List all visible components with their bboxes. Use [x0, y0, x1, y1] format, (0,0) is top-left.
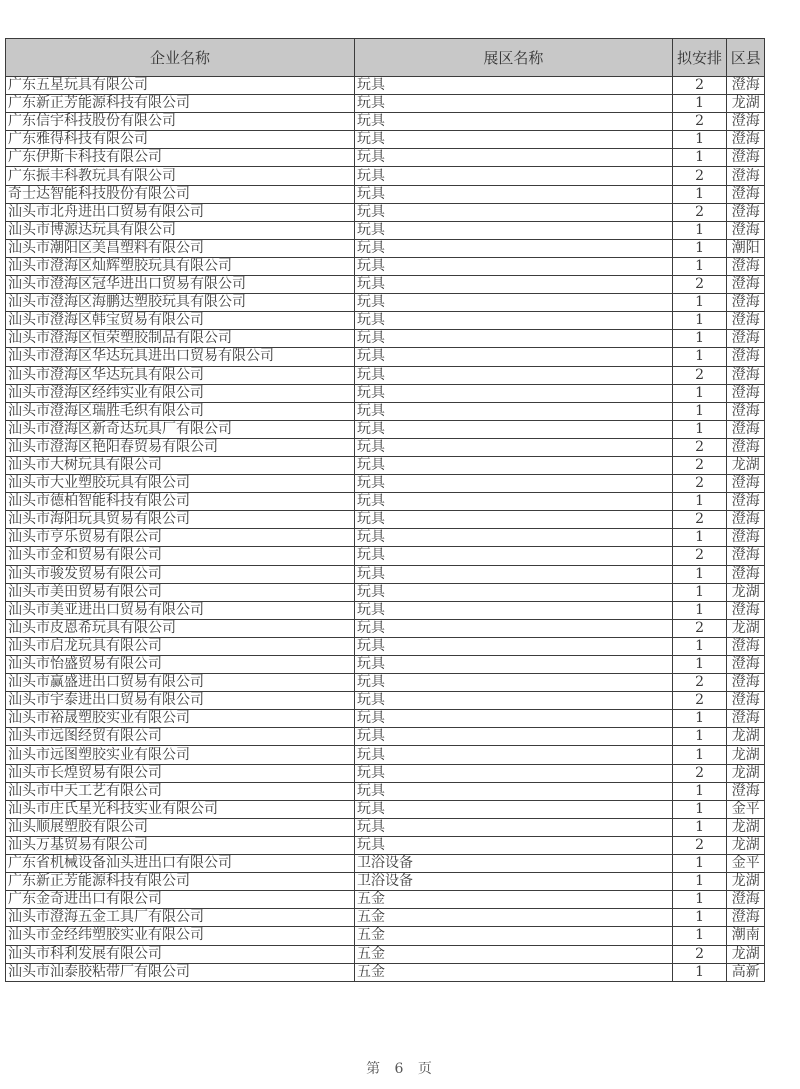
- cell-zone: 玩具: [355, 185, 673, 203]
- cell-company: 汕头市金和贸易有限公司: [6, 547, 355, 565]
- cell-district: 澄海: [727, 348, 765, 366]
- table-row: [6, 782, 765, 800]
- cell-district: 龙湖: [727, 746, 765, 764]
- table-row: [6, 583, 765, 601]
- header-planned: 拟安排: [672, 39, 727, 77]
- table-row: [6, 637, 765, 655]
- cell-company: 汕头市长煌贸易有限公司: [6, 764, 355, 782]
- cell-zone: 玩具: [355, 113, 673, 131]
- cell-zone: 玩具: [355, 746, 673, 764]
- cell-company: 汕头市澄海区经纬实业有限公司: [6, 384, 355, 402]
- cell-company: 汕头市宇泰进出口贸易有限公司: [6, 692, 355, 710]
- table-header-row: [6, 39, 765, 77]
- cell-zone: 玩具: [355, 800, 673, 818]
- table-row: [6, 149, 765, 167]
- cell-company: 汕头市澄海区华达玩具有限公司: [6, 366, 355, 384]
- cell-district: 澄海: [727, 294, 765, 312]
- table-row: [6, 276, 765, 294]
- table-row: [6, 891, 765, 909]
- cell-company: 广东雅得科技有限公司: [6, 131, 355, 149]
- cell-district: 龙湖: [727, 873, 765, 891]
- cell-zone: 玩具: [355, 257, 673, 275]
- cell-district: 澄海: [727, 565, 765, 583]
- cell-planned: 1: [672, 909, 727, 927]
- cell-zone: 玩具: [355, 565, 673, 583]
- cell-company: 汕头市美田贸易有限公司: [6, 583, 355, 601]
- table-row: [6, 95, 765, 113]
- cell-company: 汕头市亨乐贸易有限公司: [6, 529, 355, 547]
- cell-planned: 1: [672, 402, 727, 420]
- table-body: [6, 77, 765, 982]
- cell-planned: 2: [672, 764, 727, 782]
- cell-company: 汕头市汕泰胶粘带厂有限公司: [6, 963, 355, 981]
- table-row: [6, 619, 765, 637]
- table-row: [6, 818, 765, 836]
- cell-zone: 五金: [355, 945, 673, 963]
- page-number: 6: [394, 1061, 406, 1077]
- cell-zone: 玩具: [355, 239, 673, 257]
- cell-planned: 1: [672, 348, 727, 366]
- cell-district: 龙湖: [727, 728, 765, 746]
- cell-zone: 玩具: [355, 348, 673, 366]
- cell-planned: 2: [672, 511, 727, 529]
- cell-zone: 卫浴设备: [355, 855, 673, 873]
- cell-district: 澄海: [727, 366, 765, 384]
- cell-company: 广东信宇科技股份有限公司: [6, 113, 355, 131]
- cell-district: 澄海: [727, 475, 765, 493]
- table-row: [6, 330, 765, 348]
- cell-zone: 五金: [355, 963, 673, 981]
- cell-planned: 1: [672, 330, 727, 348]
- cell-company: 广东新正芳能源科技有限公司: [6, 873, 355, 891]
- page-label-suffix: 页: [417, 1061, 434, 1077]
- table-row: [6, 855, 765, 873]
- cell-planned: 1: [672, 637, 727, 655]
- cell-planned: 2: [672, 674, 727, 692]
- cell-zone: 玩具: [355, 203, 673, 221]
- cell-district: 澄海: [727, 113, 765, 131]
- cell-district: 澄海: [727, 909, 765, 927]
- cell-zone: 玩具: [355, 420, 673, 438]
- table-row: [6, 945, 765, 963]
- cell-company: 汕头市皮恩希玩具有限公司: [6, 619, 355, 637]
- cell-company: 汕头市澄海区冠华进出口贸易有限公司: [6, 276, 355, 294]
- cell-planned: 1: [672, 601, 727, 619]
- cell-company: 汕头市澄海五金工具厂有限公司: [6, 909, 355, 927]
- cell-district: 澄海: [727, 547, 765, 565]
- table-row: [6, 764, 765, 782]
- cell-district: 澄海: [727, 601, 765, 619]
- cell-district: 澄海: [727, 438, 765, 456]
- cell-planned: 1: [672, 420, 727, 438]
- header-company: 企业名称: [6, 39, 355, 77]
- cell-planned: 1: [672, 782, 727, 800]
- cell-zone: 玩具: [355, 294, 673, 312]
- table-row: [6, 674, 765, 692]
- cell-planned: 1: [672, 149, 727, 167]
- header-district: 区县: [727, 39, 765, 77]
- table-row: [6, 511, 765, 529]
- table-row: [6, 529, 765, 547]
- table-row: [6, 565, 765, 583]
- cell-district: 澄海: [727, 674, 765, 692]
- cell-zone: 玩具: [355, 692, 673, 710]
- cell-company: 汕头市大业塑胶玩具有限公司: [6, 475, 355, 493]
- table-row: [6, 493, 765, 511]
- cell-planned: 1: [672, 95, 727, 113]
- cell-company: 汕头市远图经贸有限公司: [6, 728, 355, 746]
- cell-district: 澄海: [727, 330, 765, 348]
- cell-company: 汕头市澄海区恒荣塑胶制品有限公司: [6, 330, 355, 348]
- table-row: [6, 836, 765, 854]
- cell-planned: 2: [672, 203, 727, 221]
- cell-planned: 2: [672, 475, 727, 493]
- cell-planned: 1: [672, 963, 727, 981]
- cell-zone: 玩具: [355, 456, 673, 474]
- table-row: [6, 312, 765, 330]
- table-row: [6, 873, 765, 891]
- cell-zone: 玩具: [355, 818, 673, 836]
- table-row: [6, 348, 765, 366]
- table-row: [6, 728, 765, 746]
- cell-company: 广东省机械设备汕头进出口有限公司: [6, 855, 355, 873]
- cell-zone: 玩具: [355, 511, 673, 529]
- cell-zone: 玩具: [355, 77, 673, 95]
- cell-company: 汕头市科利发展有限公司: [6, 945, 355, 963]
- header-zone: 展区名称: [355, 39, 673, 77]
- cell-zone: 玩具: [355, 619, 673, 637]
- cell-company: 汕头市北舟进出口贸易有限公司: [6, 203, 355, 221]
- table-row: [6, 800, 765, 818]
- cell-district: 澄海: [727, 185, 765, 203]
- cell-district: 澄海: [727, 312, 765, 330]
- cell-planned: 1: [672, 927, 727, 945]
- cell-planned: 1: [672, 257, 727, 275]
- cell-company: 广东伊斯卡科技有限公司: [6, 149, 355, 167]
- cell-district: 龙湖: [727, 818, 765, 836]
- cell-zone: 五金: [355, 891, 673, 909]
- cell-planned: 1: [672, 710, 727, 728]
- cell-zone: 玩具: [355, 402, 673, 420]
- cell-planned: 1: [672, 891, 727, 909]
- cell-company: 汕头市澄海区艳阳春贸易有限公司: [6, 438, 355, 456]
- cell-zone: 玩具: [355, 728, 673, 746]
- cell-zone: 玩具: [355, 312, 673, 330]
- cell-company: 汕头市金经纬塑胶实业有限公司: [6, 927, 355, 945]
- table-row: [6, 113, 765, 131]
- cell-district: 澄海: [727, 420, 765, 438]
- cell-planned: 1: [672, 529, 727, 547]
- cell-district: 澄海: [727, 710, 765, 728]
- cell-company: 汕头顺展塑胶有限公司: [6, 818, 355, 836]
- cell-district: 龙湖: [727, 836, 765, 854]
- cell-planned: 2: [672, 167, 727, 185]
- cell-company: 广东五星玩具有限公司: [6, 77, 355, 95]
- cell-district: 澄海: [727, 257, 765, 275]
- exhibitor-table: [5, 38, 765, 982]
- cell-company: 广东金奇进出口有限公司: [6, 891, 355, 909]
- cell-zone: 玩具: [355, 149, 673, 167]
- cell-district: 澄海: [727, 149, 765, 167]
- cell-district: 龙湖: [727, 456, 765, 474]
- cell-planned: 1: [672, 131, 727, 149]
- cell-planned: 1: [672, 855, 727, 873]
- table-row: [6, 294, 765, 312]
- cell-district: 澄海: [727, 529, 765, 547]
- cell-district: 澄海: [727, 782, 765, 800]
- table-row: [6, 927, 765, 945]
- cell-company: 汕头市骏发贸易有限公司: [6, 565, 355, 583]
- table-row: [6, 710, 765, 728]
- cell-company: 奇士达智能科技股份有限公司: [6, 185, 355, 203]
- cell-zone: 玩具: [355, 547, 673, 565]
- cell-zone: 玩具: [355, 221, 673, 239]
- cell-company: 汕头市澄海区瑞胜毛织有限公司: [6, 402, 355, 420]
- cell-district: 澄海: [727, 384, 765, 402]
- cell-planned: 2: [672, 945, 727, 963]
- cell-company: 汕头市裕晟塑胶实业有限公司: [6, 710, 355, 728]
- cell-company: 汕头万基贸易有限公司: [6, 836, 355, 854]
- cell-planned: 1: [672, 221, 727, 239]
- cell-planned: 1: [672, 239, 727, 257]
- cell-planned: 2: [672, 692, 727, 710]
- cell-district: 高新: [727, 963, 765, 981]
- cell-zone: 玩具: [355, 438, 673, 456]
- cell-district: 澄海: [727, 891, 765, 909]
- table-row: [6, 656, 765, 674]
- table-row: [6, 167, 765, 185]
- cell-planned: 2: [672, 547, 727, 565]
- cell-district: 澄海: [727, 276, 765, 294]
- cell-zone: 玩具: [355, 330, 673, 348]
- cell-zone: 玩具: [355, 493, 673, 511]
- table-row: [6, 185, 765, 203]
- cell-district: 澄海: [727, 637, 765, 655]
- cell-company: 广东新正芳能源科技有限公司: [6, 95, 355, 113]
- table-row: [6, 420, 765, 438]
- cell-district: 澄海: [727, 402, 765, 420]
- cell-zone: 玩具: [355, 583, 673, 601]
- table-row: [6, 384, 765, 402]
- cell-planned: 2: [672, 77, 727, 95]
- cell-district: 澄海: [727, 511, 765, 529]
- table-row: [6, 692, 765, 710]
- cell-zone: 玩具: [355, 167, 673, 185]
- cell-zone: 玩具: [355, 656, 673, 674]
- cell-zone: 五金: [355, 927, 673, 945]
- cell-planned: 2: [672, 619, 727, 637]
- table-row: [6, 909, 765, 927]
- cell-planned: 2: [672, 456, 727, 474]
- cell-planned: 2: [672, 113, 727, 131]
- cell-planned: 1: [672, 800, 727, 818]
- table-row: [6, 203, 765, 221]
- cell-district: 澄海: [727, 167, 765, 185]
- cell-company: 广东振丰科教玩具有限公司: [6, 167, 355, 185]
- cell-zone: 玩具: [355, 529, 673, 547]
- cell-district: 龙湖: [727, 764, 765, 782]
- table-row: [6, 746, 765, 764]
- cell-planned: 1: [672, 185, 727, 203]
- cell-zone: 玩具: [355, 384, 673, 402]
- cell-district: 龙湖: [727, 95, 765, 113]
- cell-company: 汕头市中天工艺有限公司: [6, 782, 355, 800]
- cell-zone: 五金: [355, 909, 673, 927]
- cell-planned: 2: [672, 836, 727, 854]
- cell-planned: 1: [672, 656, 727, 674]
- cell-company: 汕头市德柏智能科技有限公司: [6, 493, 355, 511]
- cell-planned: 1: [672, 312, 727, 330]
- cell-zone: 玩具: [355, 764, 673, 782]
- table-row: [6, 221, 765, 239]
- cell-planned: 1: [672, 728, 727, 746]
- cell-zone: 玩具: [355, 782, 673, 800]
- cell-planned: 2: [672, 366, 727, 384]
- cell-planned: 1: [672, 384, 727, 402]
- table-row: [6, 601, 765, 619]
- cell-district: 金平: [727, 800, 765, 818]
- cell-district: 澄海: [727, 203, 765, 221]
- cell-company: 汕头市怡盛贸易有限公司: [6, 656, 355, 674]
- cell-company: 汕头市远图塑胶实业有限公司: [6, 746, 355, 764]
- cell-planned: 1: [672, 818, 727, 836]
- cell-company: 汕头市赢盛进出口贸易有限公司: [6, 674, 355, 692]
- cell-zone: 卫浴设备: [355, 873, 673, 891]
- cell-district: 龙湖: [727, 583, 765, 601]
- cell-zone: 玩具: [355, 131, 673, 149]
- cell-company: 汕头市潮阳区美昌塑料有限公司: [6, 239, 355, 257]
- cell-planned: 1: [672, 493, 727, 511]
- cell-district: 澄海: [727, 77, 765, 95]
- cell-company: 汕头市博源达玩具有限公司: [6, 221, 355, 239]
- cell-company: 汕头市启龙玩具有限公司: [6, 637, 355, 655]
- cell-zone: 玩具: [355, 637, 673, 655]
- table-row: [6, 366, 765, 384]
- cell-zone: 玩具: [355, 276, 673, 294]
- page-label-prefix: 第: [366, 1061, 383, 1077]
- cell-planned: 2: [672, 276, 727, 294]
- cell-zone: 玩具: [355, 836, 673, 854]
- table-row: [6, 547, 765, 565]
- cell-district: 澄海: [727, 692, 765, 710]
- table-row: [6, 257, 765, 275]
- cell-district: 龙湖: [727, 619, 765, 637]
- cell-zone: 玩具: [355, 95, 673, 113]
- cell-company: 汕头市澄海区韩宝贸易有限公司: [6, 312, 355, 330]
- cell-company: 汕头市澄海区新奇达玩具厂有限公司: [6, 420, 355, 438]
- cell-district: 澄海: [727, 656, 765, 674]
- cell-company: 汕头市庄氏星光科技实业有限公司: [6, 800, 355, 818]
- cell-planned: 2: [672, 438, 727, 456]
- cell-company: 汕头市澄海区华达玩具进出口贸易有限公司: [6, 348, 355, 366]
- cell-planned: 1: [672, 583, 727, 601]
- cell-district: 潮阳: [727, 239, 765, 257]
- table-row: [6, 77, 765, 95]
- table-row: [6, 239, 765, 257]
- cell-zone: 玩具: [355, 674, 673, 692]
- table-row: [6, 963, 765, 981]
- cell-zone: 玩具: [355, 366, 673, 384]
- cell-district: 潮南: [727, 927, 765, 945]
- cell-zone: 玩具: [355, 475, 673, 493]
- cell-district: 金平: [727, 855, 765, 873]
- table-row: [6, 456, 765, 474]
- cell-company: 汕头市海阳玩具贸易有限公司: [6, 511, 355, 529]
- cell-company: 汕头市澄海区灿辉塑胶玩具有限公司: [6, 257, 355, 275]
- cell-planned: 1: [672, 565, 727, 583]
- page-footer: [0, 1058, 800, 1078]
- cell-company: 汕头市大树玩具有限公司: [6, 456, 355, 474]
- cell-zone: 玩具: [355, 601, 673, 619]
- cell-planned: 1: [672, 746, 727, 764]
- cell-company: 汕头市澄海区海鹏达塑胶玩具有限公司: [6, 294, 355, 312]
- cell-company: 汕头市美亚进出口贸易有限公司: [6, 601, 355, 619]
- table-row: [6, 438, 765, 456]
- cell-district: 澄海: [727, 493, 765, 511]
- table-row: [6, 131, 765, 149]
- cell-zone: 玩具: [355, 710, 673, 728]
- cell-district: 澄海: [727, 221, 765, 239]
- table-row: [6, 475, 765, 493]
- cell-district: 龙湖: [727, 945, 765, 963]
- cell-district: 澄海: [727, 131, 765, 149]
- cell-planned: 1: [672, 294, 727, 312]
- table-row: [6, 402, 765, 420]
- cell-planned: 1: [672, 873, 727, 891]
